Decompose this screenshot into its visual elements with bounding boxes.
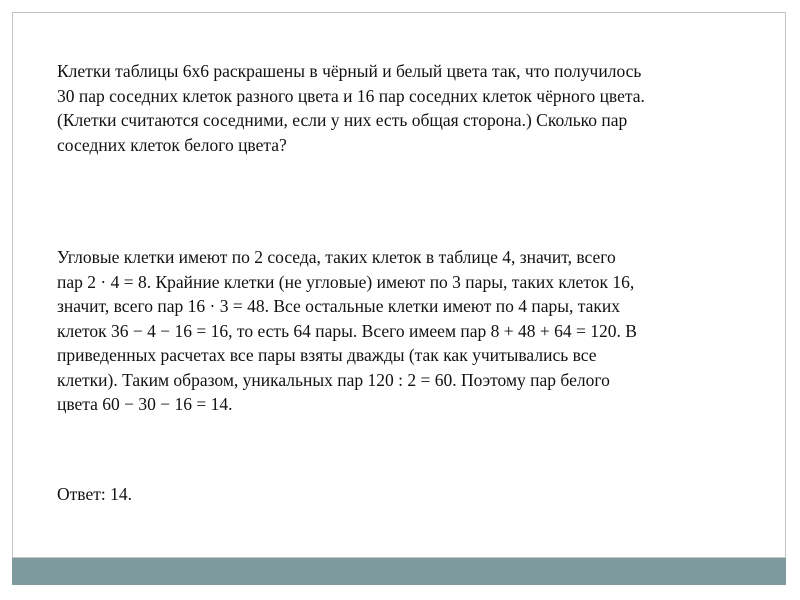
solution-text [57, 245, 717, 417]
problem-line: (Клетки считаются соседними, если у них есть общая сторона.) Сколько пар [57, 110, 628, 130]
problem-line: Клетки таблицы 6x6 раскрашены в чёрный и белый цвета так, что получилось [57, 61, 642, 81]
solution-line: Угловые клетки имеют по 2 соседа, таких клеток в таблице 4, значит, всего [57, 247, 616, 267]
problem-text [57, 59, 757, 157]
footer-bar [12, 558, 786, 585]
problem-line: соседних клеток белого цвета? [57, 134, 287, 155]
problem-line: 30 пар соседних клеток разного цвета и 16 пар соседних клеток чёрного цвета. [57, 85, 645, 106]
solution-line: приведенных расчетах все пары взяты дважды (так как учитывались все [57, 345, 597, 365]
solution-line: значит, всего пар 16 · 3 = 48. Все остальные клетки имеют по 4 пары, таких [57, 296, 621, 316]
solution-line: клетки). Таким образом, уникальных пар 120 : 2 = 60. Поэтому пар белого [57, 369, 610, 390]
solution-line: пар 2 · 4 = 8. Крайние клетки (не угловые) имеют по 3 пары, таких клеток 16, [57, 271, 635, 292]
answer-text: Ответ: 14. [57, 484, 132, 504]
solution-line: цвета 60 − 30 − 16 = 14. [57, 394, 233, 414]
solution-line: клеток 36 − 4 − 16 = 16, то есть 64 пары. Всего имеем пар 8 + 48 + 64 = 120. В [57, 320, 637, 341]
